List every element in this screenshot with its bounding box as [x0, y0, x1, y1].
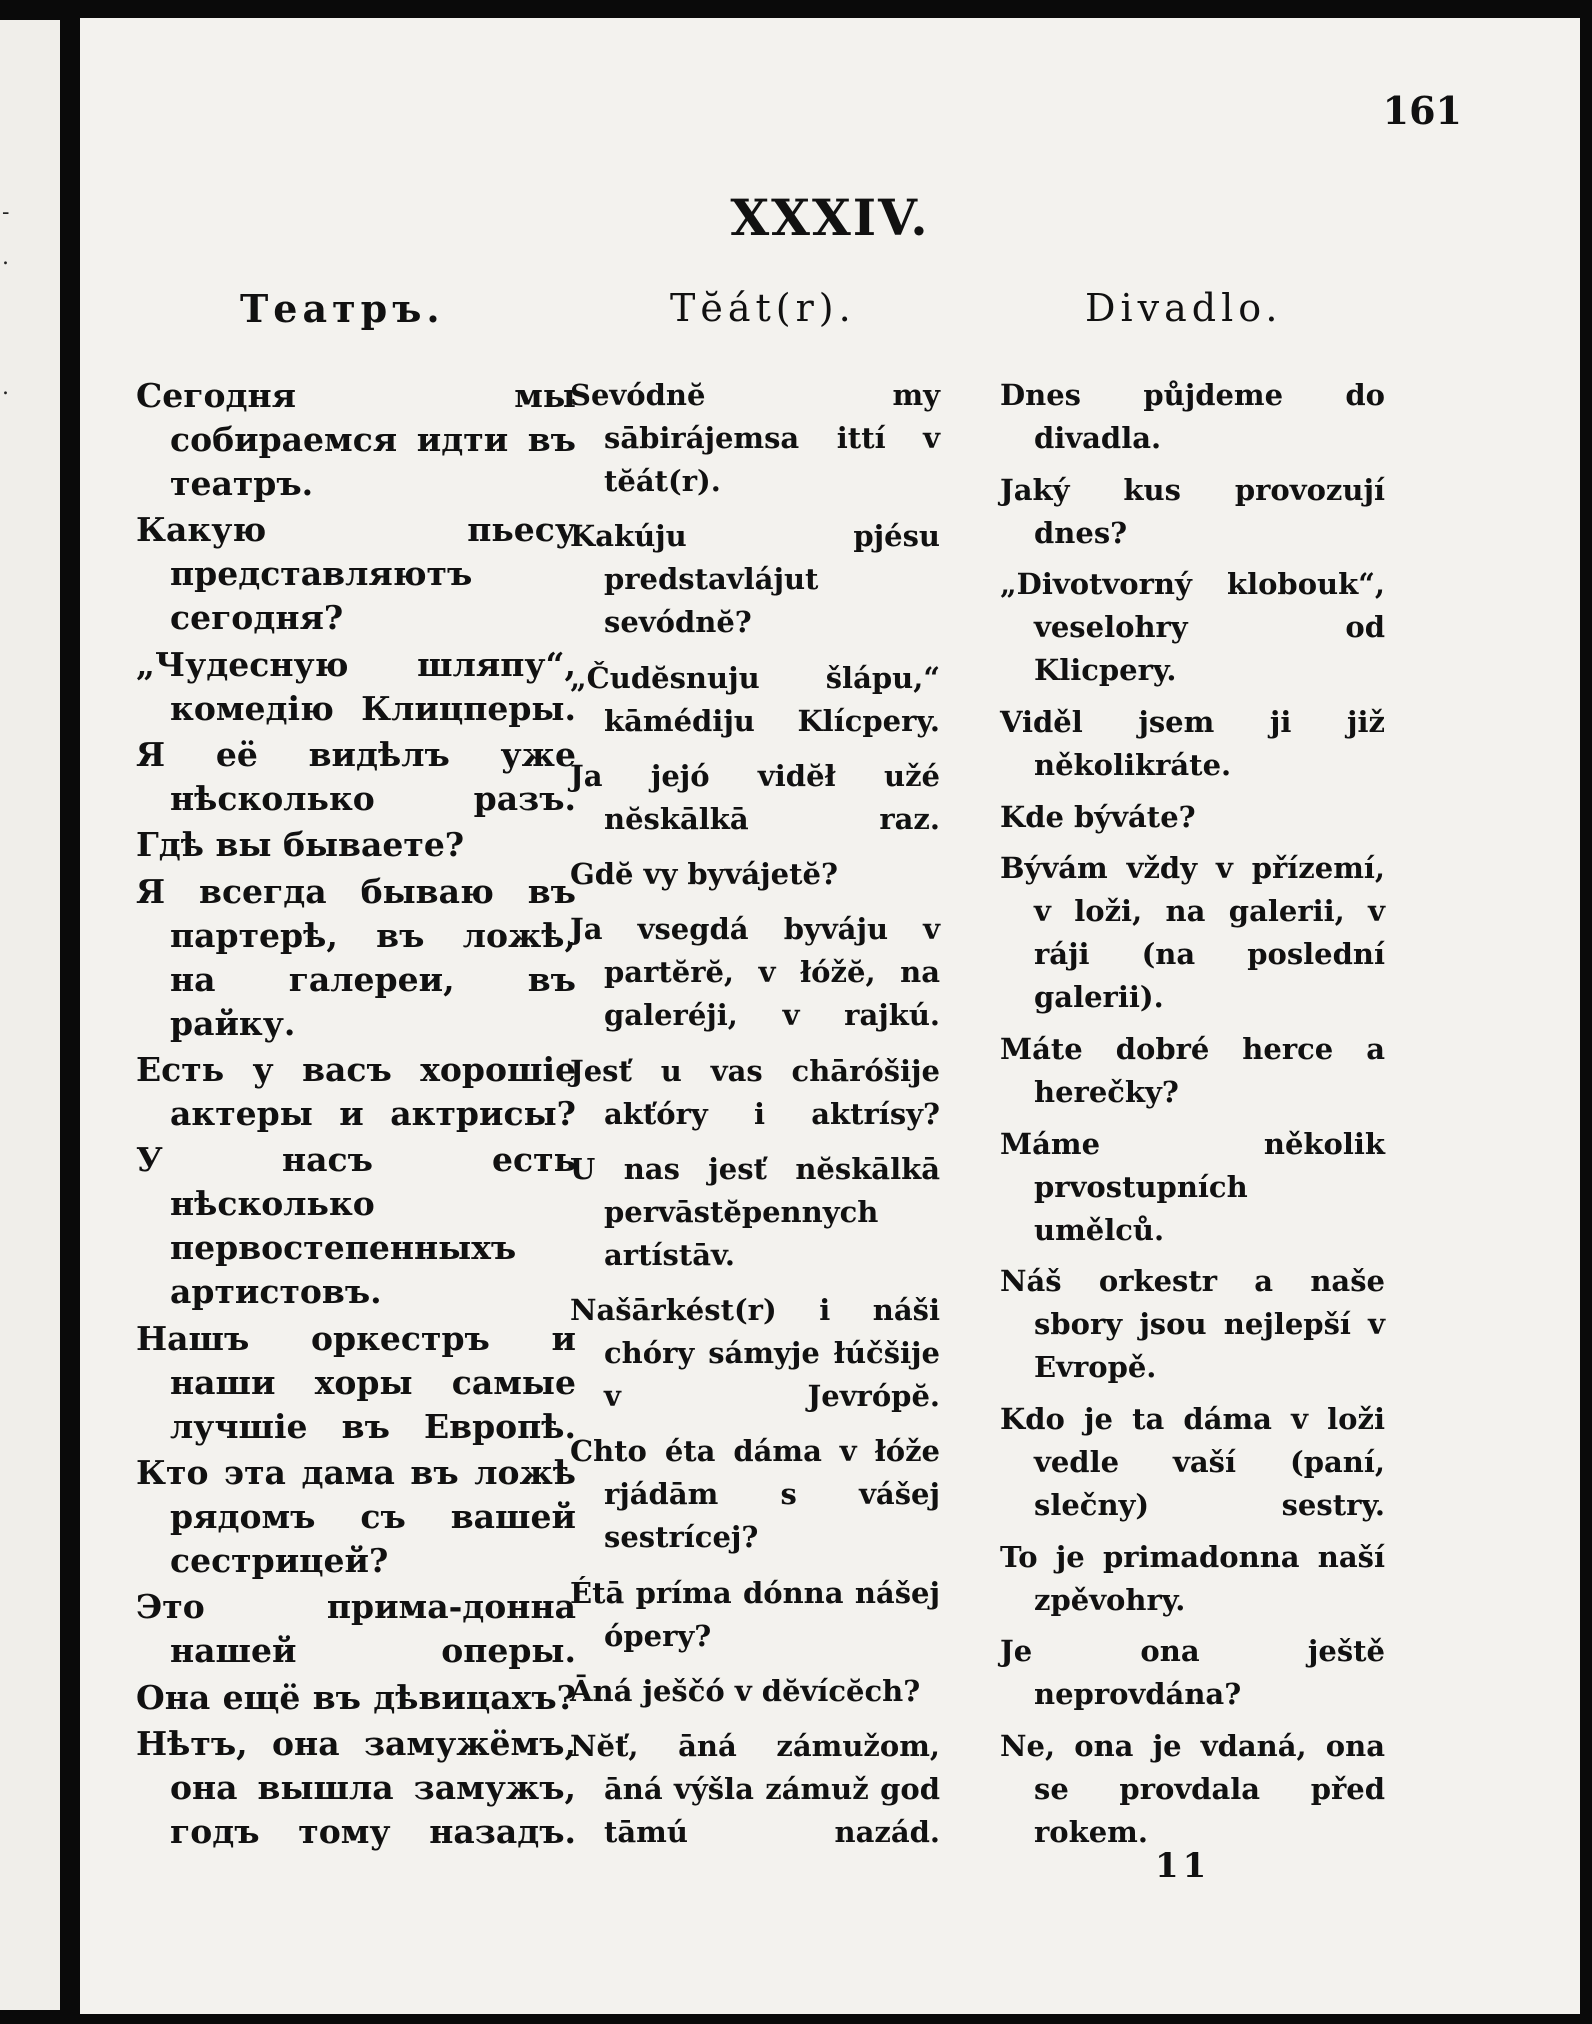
czech-phrase: Máte dobré herce a herečky?: [1000, 1031, 1385, 1109]
transliteration-phrase: Našārkést(r) i náši chóry sámyje łúčšije v Jevrópĕ.: [570, 1293, 940, 1413]
signature-mark: 11: [1155, 1846, 1211, 1886]
russian-phrase: Какую пьесу представляютъ сегодня?: [136, 510, 576, 638]
heading-czech: Divadlo.: [1085, 286, 1283, 330]
czech-phrase: Náš orkestr a naše sbory jsou nejlepší v Evropě.: [1000, 1264, 1385, 1385]
russian-phrase: У насъ есть нѣсколько первостепенныхъ артистовъ.: [136, 1140, 576, 1312]
transliteration-phrase: Āná ješčó v dĕvícĕch?: [570, 1673, 921, 1708]
russian-phrase: Нѣтъ, она замужёмъ, она вышла замужъ, годъ тому назадъ.: [136, 1723, 576, 1851]
transliteration-column: [570, 374, 940, 1854]
transliteration-phrase: Chto éta dáma v łóže rjádām s vášej sestrícej?: [570, 1434, 940, 1555]
transliteration-phrase: U nas jesť nĕskālkā pervāstĕpennych artístāv.: [570, 1151, 940, 1272]
transliteration-phrase: Kakúju pjésu predstavlájut sevódnĕ?: [570, 519, 940, 640]
russian-phrase: Нашъ оркестръ и наши хоры самые лучшіе въ Европѣ.: [136, 1318, 576, 1446]
czech-phrase: Dnes půjdeme do divadla.: [1000, 378, 1385, 455]
czech-phrase: Kdo je ta dáma v loži vedle vaší (paní, slečny) sestry.: [1000, 1401, 1385, 1522]
facing-page-glyph: -: [2, 200, 10, 225]
heading-russian: Театръ.: [240, 286, 445, 331]
russian-phrase: „Чудесную шляпу“, комедію Клицперы.: [136, 644, 576, 728]
transliteration-phrase: Étā príma dónna nášej ópery?: [570, 1575, 940, 1653]
czech-phrase: To je primadonna naší zpěvohry.: [1000, 1539, 1385, 1617]
transliteration-phrase: Jesť u vas chāróšije akťóry i aktrísy?: [570, 1053, 940, 1131]
transliteration-phrase: Nĕť, āná zámužom, āná výšla zámuž god tāmú nazád.: [570, 1729, 940, 1849]
facing-page-glyph: .: [2, 245, 9, 270]
transliteration-phrase: Gdĕ vy byvájetĕ?: [570, 857, 838, 891]
russian-phrase: Я её видѣлъ уже нѣсколько разъ.: [136, 734, 576, 818]
chapter-number: XXXIV.: [730, 188, 930, 247]
russian-phrase: Это прима-донна нашей оперы.: [136, 1587, 576, 1671]
czech-phrase: Ne, ona je vdaná, ona se provdala před rokem.: [1000, 1728, 1385, 1849]
russian-column: [136, 374, 576, 1854]
czech-phrase: „Divotvorný klobouk“, veselohry od Klicpery.: [1000, 567, 1385, 688]
book-page: [80, 18, 1580, 2014]
czech-column: [1000, 374, 1385, 1854]
transliteration-phrase: Sevódnĕ my sābirájemsa ittí v tĕát(r).: [570, 378, 940, 498]
czech-phrase: Viděl jsem ji již několikráte.: [1000, 704, 1385, 782]
facing-page-edge: [0, 20, 60, 2010]
czech-phrase: Je ona ještě neprovdána?: [1000, 1634, 1385, 1712]
transliteration-phrase: „Čudĕsnuju šlápu,“ kāmédiju Klícpery.: [570, 660, 940, 738]
page-number: 161: [1382, 88, 1462, 133]
czech-phrase: Bývám vždy v přízemí, v loži, na galerii, v ráji (na poslední galerii).: [1000, 851, 1385, 1015]
czech-phrase: Kde býváte?: [1000, 799, 1196, 834]
czech-phrase: Máme několik prvostupních umělců.: [1000, 1126, 1385, 1247]
russian-phrase: Кто эта дама въ ложѣ рядомъ съ вашей сестрицей?: [136, 1452, 576, 1580]
transliteration-phrase: Ja jejó vidĕł užé nĕskālkā raz.: [570, 758, 940, 836]
russian-phrase: Я всегда бываю въ партерѣ, въ ложѣ, на галереи, въ райку.: [136, 871, 576, 1043]
czech-phrase: Jaký kus provozují dnes?: [1000, 472, 1385, 550]
russian-phrase: Сегодня мы собираемся идти въ театръ.: [136, 376, 576, 503]
russian-phrase: Есть у васъ хорошіе актеры и актрисы?: [136, 1049, 576, 1133]
transliteration-phrase: Ja vsegdá byváju v partĕrĕ, v łóžĕ, na galeréji, v rajkú.: [570, 912, 940, 1033]
heading-transliteration: Tĕát(r).: [670, 286, 856, 330]
facing-page-glyph: .: [2, 375, 9, 400]
russian-phrase: Гдѣ вы бываете?: [136, 825, 465, 865]
russian-phrase: Она ещё въ дѣвицахъ?: [136, 1677, 576, 1717]
